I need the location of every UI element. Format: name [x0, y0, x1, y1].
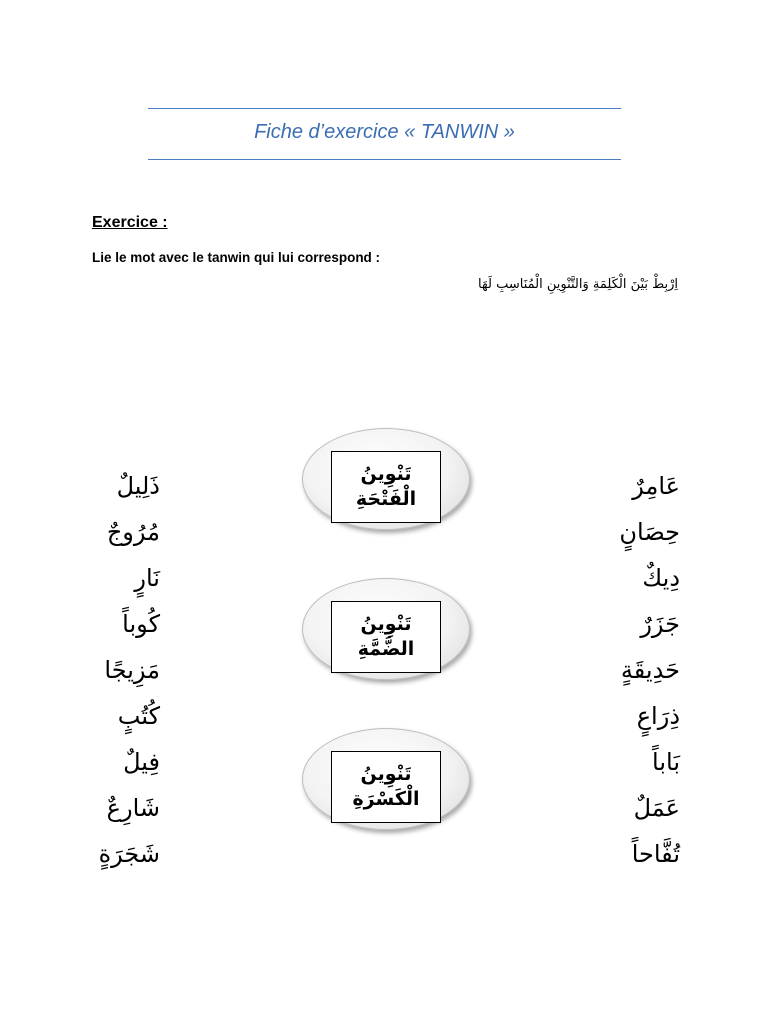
tanwin-label-line2: الْكَسْرَةِ	[352, 788, 420, 810]
tanwin-label-line1: تَنْوِينُ	[360, 763, 412, 785]
word-item[interactable]: تُفَّاحاً	[631, 840, 680, 868]
tanwin-label-line2: الْفَتْحَةِ	[355, 488, 417, 510]
word-list-right	[480, 463, 680, 877]
word-item[interactable]: ذَلِيلٌ	[116, 472, 160, 500]
word-item[interactable]: نَارٍ	[134, 564, 160, 592]
word-item[interactable]: كُوباً	[122, 610, 160, 638]
instruction-arabic: اِرْبِطْ بَيْنَ الْكَلِمَةِ وَالتَّنْوِينِ الْمُنَاسِبِ لَهَا	[478, 277, 678, 292]
tanwin-fatha-label	[331, 451, 441, 523]
word-item[interactable]: عَمَلٌ	[633, 794, 680, 822]
word-item[interactable]: بَاباً	[652, 748, 680, 776]
word-item[interactable]: كُتُبٍ	[117, 702, 160, 730]
tanwin-label-line1: تَنْوِينُ	[360, 463, 412, 485]
word-item[interactable]: فِيلٌ	[123, 748, 160, 776]
word-item[interactable]: شَارِعٌ	[106, 794, 160, 822]
word-item[interactable]: جَزَرٌ	[640, 610, 680, 638]
instruction-french: Lie le mot avec le tanwin qui lui correspond :	[92, 250, 381, 265]
word-item[interactable]: مَزِيجًا	[104, 656, 160, 684]
tanwin-label-line2: الضَّمَّةِ	[357, 638, 415, 660]
word-item[interactable]: عَامِرٌ	[632, 472, 680, 500]
word-list-left	[40, 463, 160, 877]
page-title: Fiche d’exercice « TANWIN »	[254, 121, 515, 143]
tanwin-label-line1: تَنْوِينُ	[360, 613, 412, 635]
title-rule-top	[148, 108, 621, 109]
word-item[interactable]: ذِرَاعٍ	[636, 702, 680, 730]
exercise-heading: Exercice :	[92, 214, 168, 231]
word-item[interactable]: حَدِيقَةٍ	[620, 656, 680, 684]
tanwin-kasra-label	[331, 751, 441, 823]
tanwin-kasra-oval[interactable]	[302, 728, 470, 830]
word-item[interactable]: دِيكٌ	[642, 564, 680, 592]
title-rule-bottom	[148, 159, 621, 160]
word-item[interactable]: حِصَانٍ	[619, 518, 680, 546]
word-item[interactable]: مُرُوجٌ	[106, 518, 160, 546]
word-item[interactable]: شَجَرَةٍ	[98, 840, 160, 868]
tanwin-damma-oval[interactable]	[302, 578, 470, 680]
tanwin-damma-label	[331, 601, 441, 673]
tanwin-fatha-oval[interactable]	[302, 428, 470, 530]
